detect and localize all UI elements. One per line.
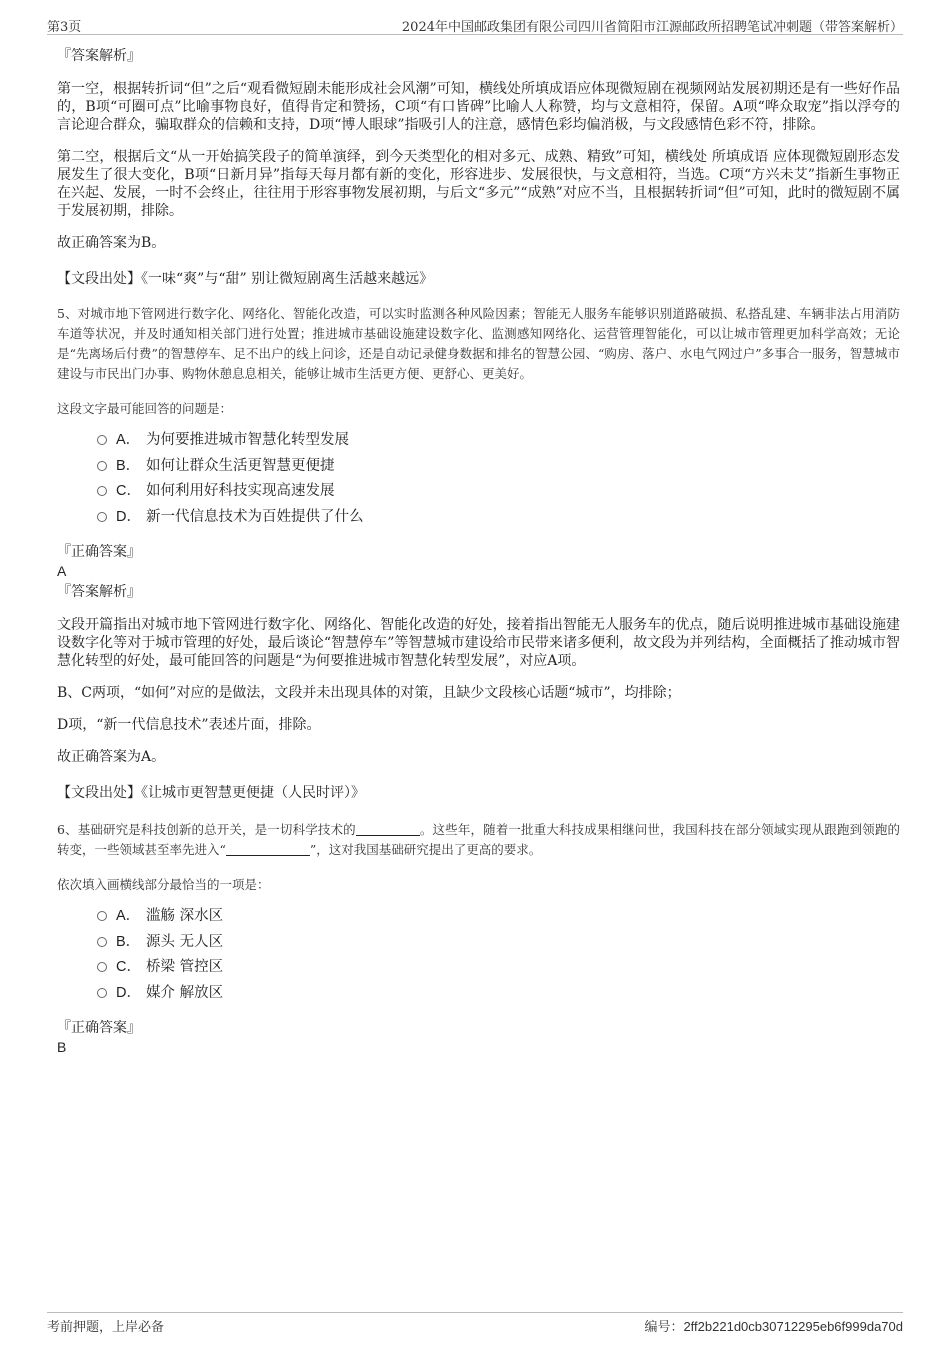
analysis-label: 『答案解析』 — [57, 48, 141, 64]
option-c[interactable]: C． 桥梁 管控区 — [97, 955, 900, 981]
answer-conclusion: 故正确答案为B。 — [57, 235, 166, 251]
radio-icon[interactable] — [97, 461, 107, 471]
option-list — [57, 428, 900, 530]
question-stem: 5、对城市地下管网进行数字化、网络化、智能化改造，可以实时监测各种风险因素；智能无人服务车能够识别道路破损、私搭乱建、车辆非法占用消防车道等状况，并及时通知相关部门进行处置；推进城市基础设施建设数字化、监测感知网络化、运营管理智能化，可以让城市管理更加科学高效；无论是“先离场后付费”的智慧停车、足不出户的线上问诊，还是自动记录健身数据和排名的智慧公园、“购房、落户、水电气网过户”多事合一服务，智慧城市建设与市民出门办事、购物休憩息息相关，能够让城市生活更方便、更舒心、更美好。 — [57, 306, 900, 381]
analysis-paragraph: 第一空，根据转折词“但”之后“观看微短剧未能形成社会风潮”可知，横线处所填成语应体现微短剧在视频网站发展初期还是有一些好作品的，B项“可圈可点”比喻事物良好，值得肯定和赞扬，C项“有口皆碑”比喻人人称赞，均与文意相符，保留。A项“哗众取宠”指以浮夸的言论迎合群众，骗取群众的信赖和支持，D项“博人眼球”指吸引人的注意，感情色彩均偏消极，与文段感情色彩不符，排除。 — [57, 81, 900, 133]
question-prompt: 这段文字最可能回答的问题是： — [57, 401, 233, 416]
correct-answer-label: 『正确答案』 — [57, 544, 141, 560]
option-a[interactable]: A． 滥觞 深水区 — [97, 904, 900, 930]
analysis-label: 『答案解析』 — [57, 584, 141, 600]
document-id: 编号：2ff2b221d0cb30712295eb6f999da70d — [644, 1319, 903, 1335]
option-b[interactable]: B． 如何让群众生活更智慧更便捷 — [97, 454, 900, 480]
analysis-paragraph: 第二空，根据后文“从一开始搞笑段子的简单演绎，到今天类型化的相对多元、成熟、精致”可知，横线处 所填成语 应体现微短剧形态发展发生了很大变化，B项“日新月异”指每天每月都有新的变化，形容进步、发展很快，与文意相符，当选。C项“方兴未艾”指新生事物正在兴起、发展，一时不会终止，往往用于形容事物发展初期，与后文“多元”“成熟”对应不当，且根据转折词“但”可知，此时的微短剧不属于发展初期，排除。 — [57, 149, 900, 219]
correct-answer: A — [57, 563, 67, 579]
answer-conclusion: 故正确答案为A。 — [57, 749, 166, 765]
option-c[interactable]: C． 如何利用好科技实现高速发展 — [97, 479, 900, 505]
source-citation: 【文段出处】《一味“爽”与“甜” 别让微短剧离生活越来越远》 — [57, 271, 434, 287]
page-header — [47, 14, 903, 35]
option-d[interactable]: D． 媒介 解放区 — [97, 981, 900, 1007]
correct-answer: B — [57, 1039, 67, 1055]
source-citation: 【文段出处】《让城市更智慧更便捷（人民时评）》 — [57, 785, 365, 801]
question-prompt: 依次填入画横线部分最恰当的一项是： — [57, 877, 270, 892]
radio-icon[interactable] — [97, 486, 107, 496]
footer-slogan: 考前押题，上岸必备 — [47, 1320, 165, 1335]
page-content — [57, 46, 900, 1056]
radio-icon[interactable] — [97, 937, 107, 947]
fill-blank — [226, 841, 310, 856]
page-number: 第3页 — [47, 20, 82, 35]
option-list — [57, 904, 900, 1006]
fill-blank — [356, 821, 420, 836]
radio-icon[interactable] — [97, 962, 107, 972]
radio-icon[interactable] — [97, 988, 107, 998]
page-footer — [47, 1312, 903, 1335]
radio-icon[interactable] — [97, 911, 107, 921]
option-a[interactable]: A． 为何要推进城市智慧化转型发展 — [97, 428, 900, 454]
question-stem: 6、基础研究是科技创新的总开关，是一切科学技术的 。这些年，随着一批重大科技成果相继问世，我国科技在部分领域实现从跟跑到领跑的转变，一些领域甚至率先进入“ ”，这对我国基础研究提出了更高的要求。 — [57, 822, 900, 857]
radio-icon[interactable] — [97, 512, 107, 522]
option-b[interactable]: B． 源头 无人区 — [97, 930, 900, 956]
radio-icon[interactable] — [97, 435, 107, 445]
analysis-paragraph: D项，“新一代信息技术”表述片面，排除。 — [57, 717, 321, 733]
document-title: 2024年中国邮政集团有限公司四川省简阳市江源邮政所招聘笔试冲刺题（带答案解析） — [401, 20, 903, 35]
analysis-paragraph: B、C两项，“如何”对应的是做法，文段并未出现具体的对策，且缺少文段核心话题“城市”，均排除； — [57, 685, 681, 701]
option-d[interactable]: D． 新一代信息技术为百姓提供了什么 — [97, 505, 900, 531]
analysis-paragraph: 文段开篇指出对城市地下管网进行数字化、网络化、智能化改造的好处，接着指出智能无人服务车的优点，随后说明推进城市基础设施建设数字化等对于城市管理的好处，最后谈论“智慧停车”等智慧城市建设给市民带来诸多便利，故文段为并列结构，全面概括了推动城市智慧化转型的好处，最可能回答的问题是“为何要推进城市智慧化转型发展”，对应A项。 — [57, 617, 900, 669]
correct-answer-label: 『正确答案』 — [57, 1020, 141, 1036]
